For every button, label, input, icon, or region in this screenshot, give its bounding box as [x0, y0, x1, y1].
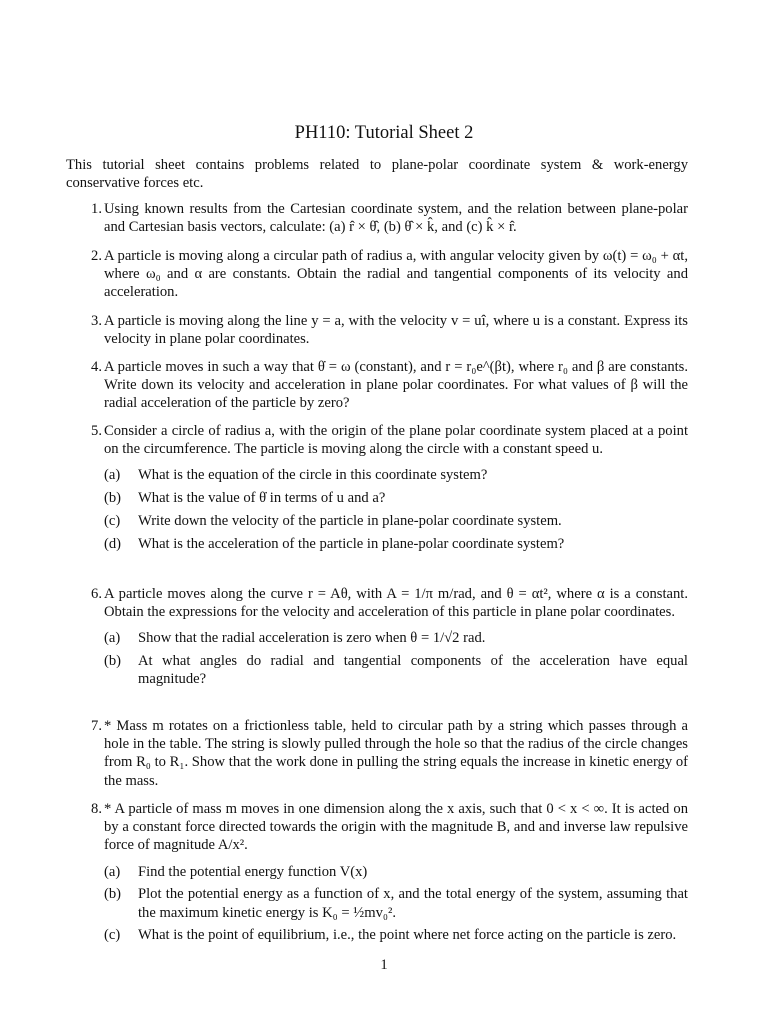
question-number: 6. — [91, 586, 102, 602]
subquestion-list — [104, 629, 688, 688]
question-2 — [66, 247, 688, 302]
question-7 — [66, 717, 688, 790]
question-1 — [66, 200, 688, 236]
subquestion-c: (c) Write down the velocity of the particle in plane-polar coordinate system. — [104, 512, 562, 529]
subquestion-d: (d) What is the acceleration of the particle in plane-polar coordinate system? — [104, 535, 565, 552]
subquestion-c: (c) What is the point of equilibrium, i.e., the point where net force acting on the particle is zero. — [104, 927, 677, 944]
page-number: 1 — [380, 957, 388, 973]
question-8 — [66, 800, 688, 949]
question-3 — [66, 312, 688, 348]
question-number: 2. — [91, 248, 102, 264]
question-text: Using known results from the Cartesian coordinate system, and the relation between plane-polar and Cartesian basis vectors, calculate: (a) r̂ × θ̂, (b) θ̂ × k̂, and (c) k̂ × r̂. — [104, 201, 688, 236]
question-text: A particle is moving along a circular path of radius a, with angular velocity given by ω(t) = ω₀ + αt, where ω₀ and α are constants. Obtain the radial and tangential components of its velocity and acceleration. — [104, 248, 688, 301]
question-text: * Mass m rotates on a frictionless table, held to circular path by a string which passes through a hole in the table. The string is slowly pulled through the hole so that the radius of the circle changes from R₀ to R₁. Show that the work done in pulling the string equals the increase in kinetic energy of the mass. — [104, 718, 688, 789]
subquestion-a: (a) What is the equation of the circle in this coordinate system? — [104, 467, 488, 484]
question-5 — [66, 422, 688, 557]
subquestion-b: (b) Plot the potential energy as a function of x, and the total energy of the system, assuming that the maximum kinetic energy is K₀ = ½mv₀². — [104, 886, 688, 921]
question-number: 3. — [91, 313, 102, 329]
subquestion-b: (b) What is the value of θ̇ in terms of u and a? — [104, 490, 386, 507]
question-number: 1. — [91, 201, 102, 217]
question-4 — [66, 358, 688, 413]
question-6 — [66, 585, 688, 693]
subquestion-a: (a) Find the potential energy function V(x) — [104, 863, 368, 880]
subquestion-list — [104, 863, 688, 945]
subquestion-list — [104, 466, 688, 552]
question-text: A particle is moving along the line y = a, with the velocity v = uî, where u is a constant. Express its velocity in plane polar coordinates. — [104, 313, 688, 348]
question-text: * A particle of mass m moves in one dimension along the x axis, such that 0 < x < ∞. It is acted on by a constant force directed towards the origin with the magnitude B, and and inverse law repulsive force of magnitude A/x². — [104, 801, 688, 854]
question-text: Consider a circle of radius a, with the origin of the plane polar coordinate system placed at a point on the circumference. The particle is moving along the circle with a constant speed u. — [104, 423, 688, 458]
page-title: PH110: Tutorial Sheet 2 — [294, 123, 474, 143]
question-text: A particle moves along the curve r = Aθ, with A = 1/π m/rad, and θ = αt², where α is a constant. Obtain the expressions for the velocity and acceleration of this particle in plane polar coordinates. — [104, 586, 688, 621]
subquestion-a: (a) Show that the radial acceleration is zero when θ = 1/√2 rad. — [104, 630, 486, 647]
question-text: A particle moves in such a way that θ̇ = ω (constant), and r = r₀e^(βt), where r₀ and β are constants. Write down its velocity and acceleration in plane polar coordinates. For what values of β will the radial acceleration of the particle by zero? — [104, 359, 688, 412]
question-number: 8. — [91, 801, 102, 817]
question-number: 4. — [91, 359, 102, 375]
subquestion-b: (b) At what angles do radial and tangential components of the acceleration have equal magnitude? — [104, 653, 688, 688]
question-number: 5. — [91, 423, 102, 439]
question-number: 7. — [91, 718, 102, 734]
intro-paragraph: This tutorial sheet contains problems related to plane-polar coordinate system & work-energy conservative forces etc. — [66, 157, 688, 192]
